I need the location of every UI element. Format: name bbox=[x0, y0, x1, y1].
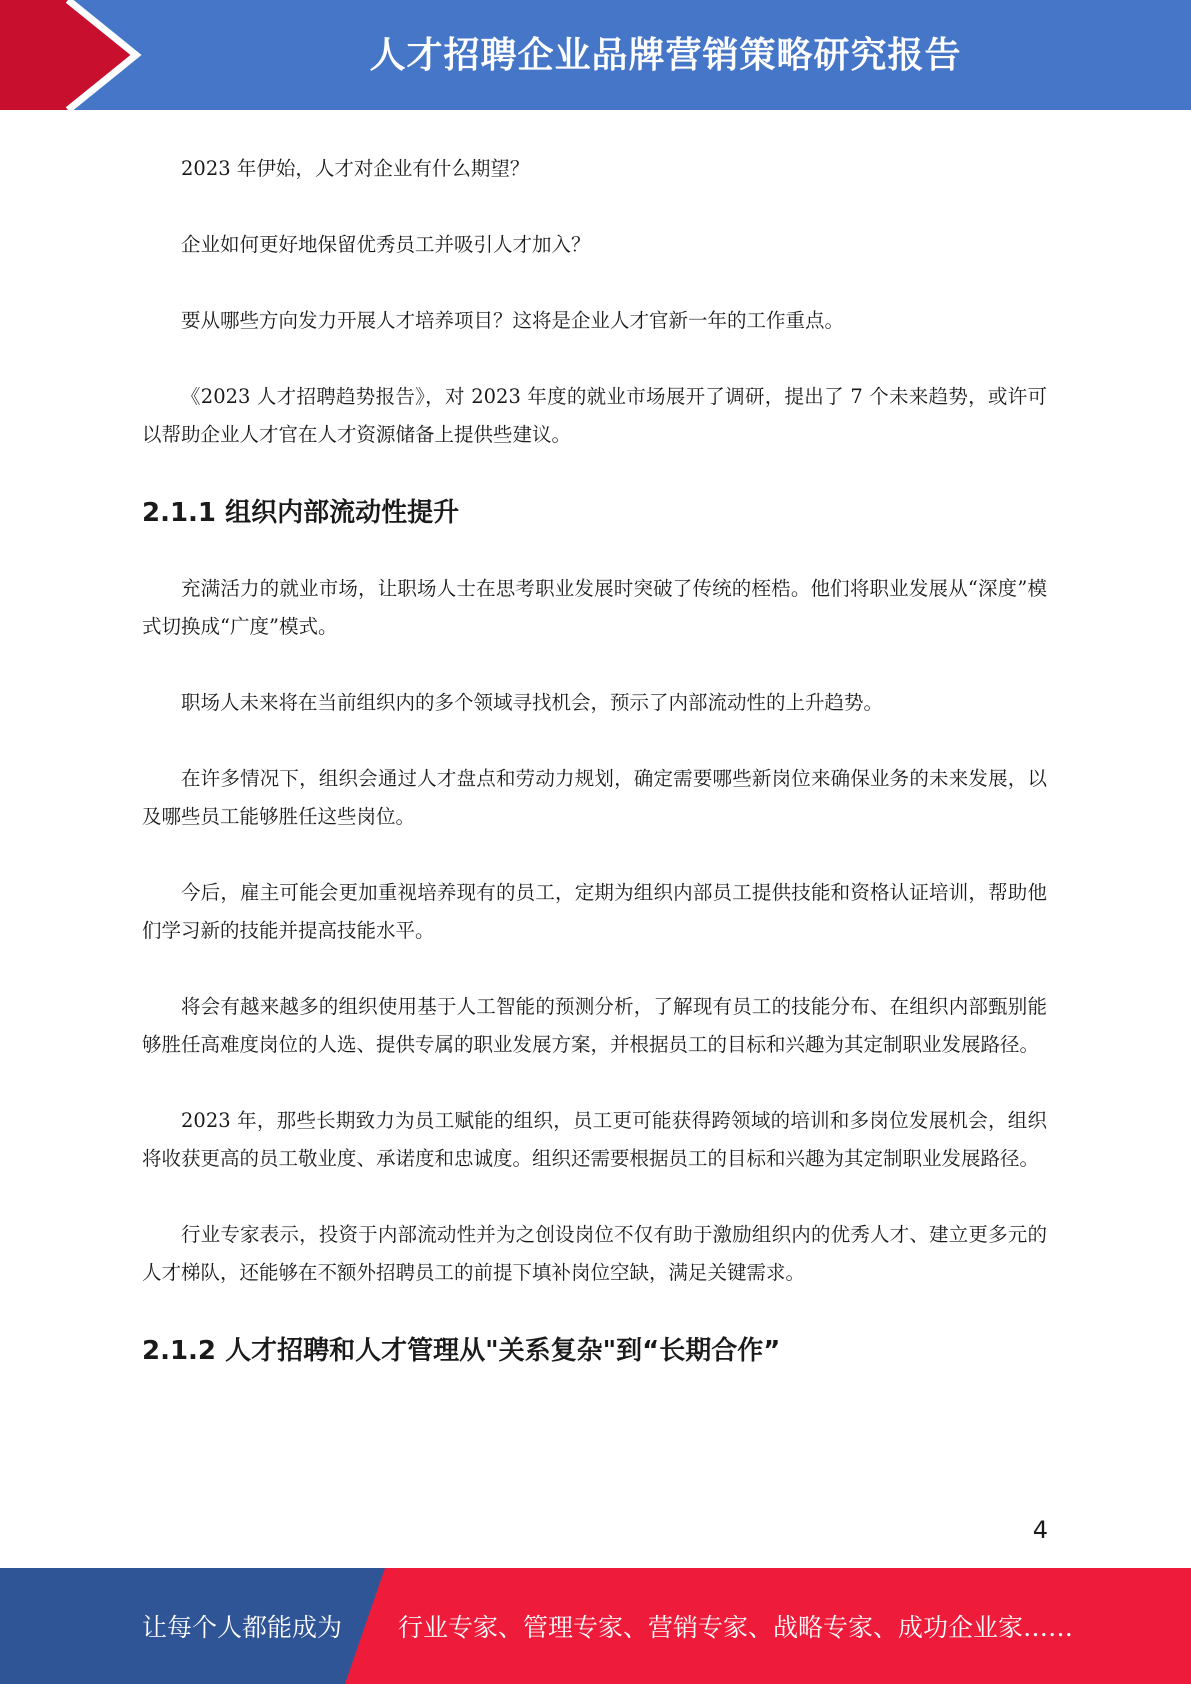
page-footer bbox=[0, 1568, 1191, 1684]
paragraph: 要从哪些方向发力开展人才培养项目？这将是企业人才官新一年的工作重点。 bbox=[181, 309, 845, 332]
paragraph: 在许多情况下，组织会通过人才盘点和劳动力规划，确定需要哪些新岗位来确保业务的未来发展，以及哪些员工能够胜任这些岗位。 bbox=[142, 767, 1047, 828]
footer-slogan-right: 行业专家、管理专家、营销专家、战略专家、成功企业家…… bbox=[398, 1613, 1074, 1642]
header-chevron-decoration bbox=[0, 0, 160, 110]
paragraph: 行业专家表示，投资于内部流动性并为之创设岗位不仅有助于激励组织内的优秀人才、建立更多元的人才梯队，还能够在不额外招聘员工的前提下填补岗位空缺，满足关键需求。 bbox=[142, 1223, 1047, 1284]
paragraph: 将会有越来越多的组织使用基于人工智能的预测分析，了解现有员工的技能分布、在组织内部甄别能够胜任高难度岗位的人选、提供专属的职业发展方案，并根据员工的目标和兴趣为其定制职业发展路径。 bbox=[142, 995, 1047, 1056]
paragraph: 《2023 人才招聘趋势报告》，对 2023 年度的就业市场展开了调研，提出了 7 个未来趋势，或许可以帮助企业人才官在人才资源储备上提供些建议。 bbox=[142, 385, 1047, 446]
paragraph: 2023 年，那些长期致力为员工赋能的组织，员工更可能获得跨领域的培训和多岗位发展机会，组织将收获更高的员工敬业度、承诺度和忠诚度。组织还需要根据员工的目标和兴趣为其定制职业发展路径。 bbox=[142, 1109, 1047, 1170]
paragraph: 今后，雇主可能会更加重视培养现有的员工，定期为组织内部员工提供技能和资格认证培训，帮助他们学习新的技能并提高技能水平。 bbox=[142, 881, 1047, 942]
paragraph: 职场人未来将在当前组织内的多个领域寻找机会，预示了内部流动性的上升趋势。 bbox=[181, 691, 884, 714]
footer-slogan-left: 让每个人都能成为 bbox=[142, 1613, 343, 1642]
section-heading: 2.1.2 人才招聘和人才管理从"关系复杂"到“长期合作” bbox=[142, 1336, 781, 1366]
paragraph: 充满活力的就业市场，让职场人士在思考职业发展时突破了传统的桎梏。他们将职业发展从“深度”模式切换成“广度”模式。 bbox=[142, 577, 1047, 638]
section-heading: 2.1.1 组织内部流动性提升 bbox=[142, 498, 460, 528]
paragraph: 企业如何更好地保留优秀员工并吸引人才加入？ bbox=[181, 233, 591, 256]
report-title: 人才招聘企业品牌营销策略研究报告 bbox=[369, 34, 962, 76]
page-header bbox=[0, 0, 1191, 110]
page-number: 4 bbox=[1032, 1516, 1048, 1544]
paragraph: 2023 年伊始，人才对企业有什么期望？ bbox=[181, 157, 530, 180]
document-body bbox=[142, 150, 1047, 1408]
